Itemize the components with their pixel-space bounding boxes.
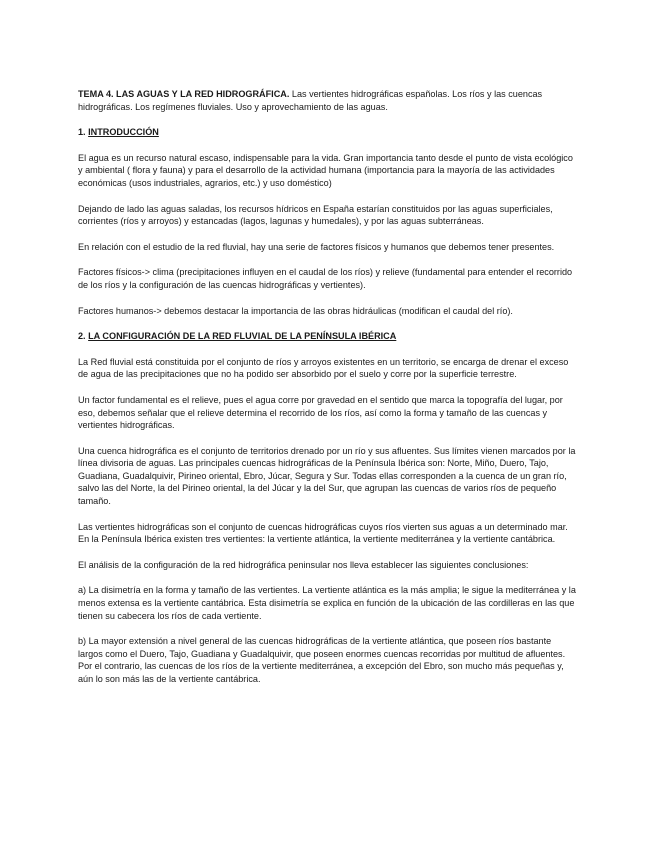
section-1-number: 1.	[78, 127, 86, 138]
document-title	[78, 88, 578, 113]
paragraph: Las vertientes hidrográficas son el conjunto de cuencas hidrográficas cuyos ríos vierten sus aguas a un determinado mar. En la Península Ibérica existen tres vertientes: la vertiente atlántica, la vertiente mediterránea y la vertiente cantábrica.	[78, 521, 568, 545]
section-2-heading	[78, 330, 578, 343]
paragraph: Una cuenca hidrográfica es el conjunto de territorios drenado por un río y sus afluentes. Sus límites vienen marcados por la línea divisoria de aguas. Las principales cuencas hidrográficas de la Península Ibérica son: Norte, Miño, Duero, Tajo, Guadiana, Guadalquivir, Pirineo oriental, Ebro, Júcar, Segura y Sur. Todas ellas corresponden a la cuenca de un gran río, salvo las del Norte, la del Pirineo oriental, la del Júcar y la del Sur, que agrupan las cuencas de varios ríos de pequeño tamaño.	[78, 445, 576, 507]
paragraph: La Red fluvial está constituida por el conjunto de ríos y arroyos existentes en un territorio, se encarga de drenar el exceso de agua de las precipitaciones que no ha podido ser absorbido por el suelo y corre por la superficie terrestre.	[78, 356, 569, 380]
section-1-title: INTRODUCCIÓN	[88, 127, 159, 138]
paragraph: El agua es un recurso natural escaso, indispensable para la vida. Gran importancia tanto desde el punto de vista ecológico y ambiental ( flora y fauna) y para el desarrollo de la actividad humana (importancia para la mayoría de las actividades económicas (usos industriales, agrarios, etc.) y uso doméstico)	[78, 152, 573, 188]
paragraph: a) La disimetría en la forma y tamaño de las vertientes. La vertiente atlántica es la más amplia; le sigue la mediterránea y la menos extensa es la vertiente cantábrica. Esta disimetría se explica en función de la ubicación de las cordilleras en las que tienen su cabecera los ríos de cada vertiente.	[78, 585, 576, 621]
section-1-heading	[78, 126, 578, 139]
paragraph: El análisis de la configuración de la red hidrográfica peninsular nos lleva establecer las siguientes conclusiones:	[78, 559, 529, 570]
paragraph: Factores físicos-> clima (precipitaciones influyen en el caudal de los ríos) y relieve (fundamental para entender el recorrido de los ríos y la configuración de las cuencas hidrográficas y vertientes).	[78, 267, 573, 290]
section-2-title: LA CONFIGURACIÓN DE LA RED FLUVIAL DE LA PENÍNSULA IBÉRICA	[88, 331, 397, 342]
paragraph: En relación con el estudio de la red fluvial, hay una serie de factores físicos y humanos que debemos tener presentes.	[78, 241, 555, 252]
title-rest: Las vertientes hidrográficas españolas. Los ríos y las cuencas hidrográficas. Los regímenes fluviales. Uso y aprovechamiento de las aguas.	[78, 89, 543, 112]
paragraph: Dejando de lado las aguas saladas, los recursos hídricos en España estarían constituidos por las aguas superficiales, corrientes (ríos y arroyos) y estancadas (lagos, lagunas y humedales), y por las aguas subterráneas.	[78, 203, 553, 227]
document-page	[78, 88, 578, 699]
paragraph: b) La mayor extensión a nivel general de las cuencas hidrográficas de la vertiente atlántica, que poseen ríos bastante largos como el Duero, Tajo, Guadiana y Guadalquivir, que poseen enormes cuencas recorridas por multitud de afluentes. Por el contrario, las cuencas de los ríos de la vertiente mediterránea, a excepción del Ebro, son mucho más pequeñas y, aún lo son más las de la vertiente cantábrica.	[78, 636, 566, 684]
paragraph: Un factor fundamental es el relieve, pues el agua corre por gravedad en el sentido que marca la topografía del lugar, por eso, debemos señalar que el relieve determina el recorrido de los ríos, así como la forma y tamaño de las cuencas y vertientes hidrográficas.	[78, 394, 563, 431]
section-2-number: 2.	[78, 331, 86, 342]
paragraph: Factores humanos-> debemos destacar la importancia de las obras hidráulicas (modifican el caudal del río).	[78, 305, 513, 316]
title-lead: TEMA 4. LAS AGUAS Y LA RED HIDROGRÁFICA.	[78, 89, 290, 99]
